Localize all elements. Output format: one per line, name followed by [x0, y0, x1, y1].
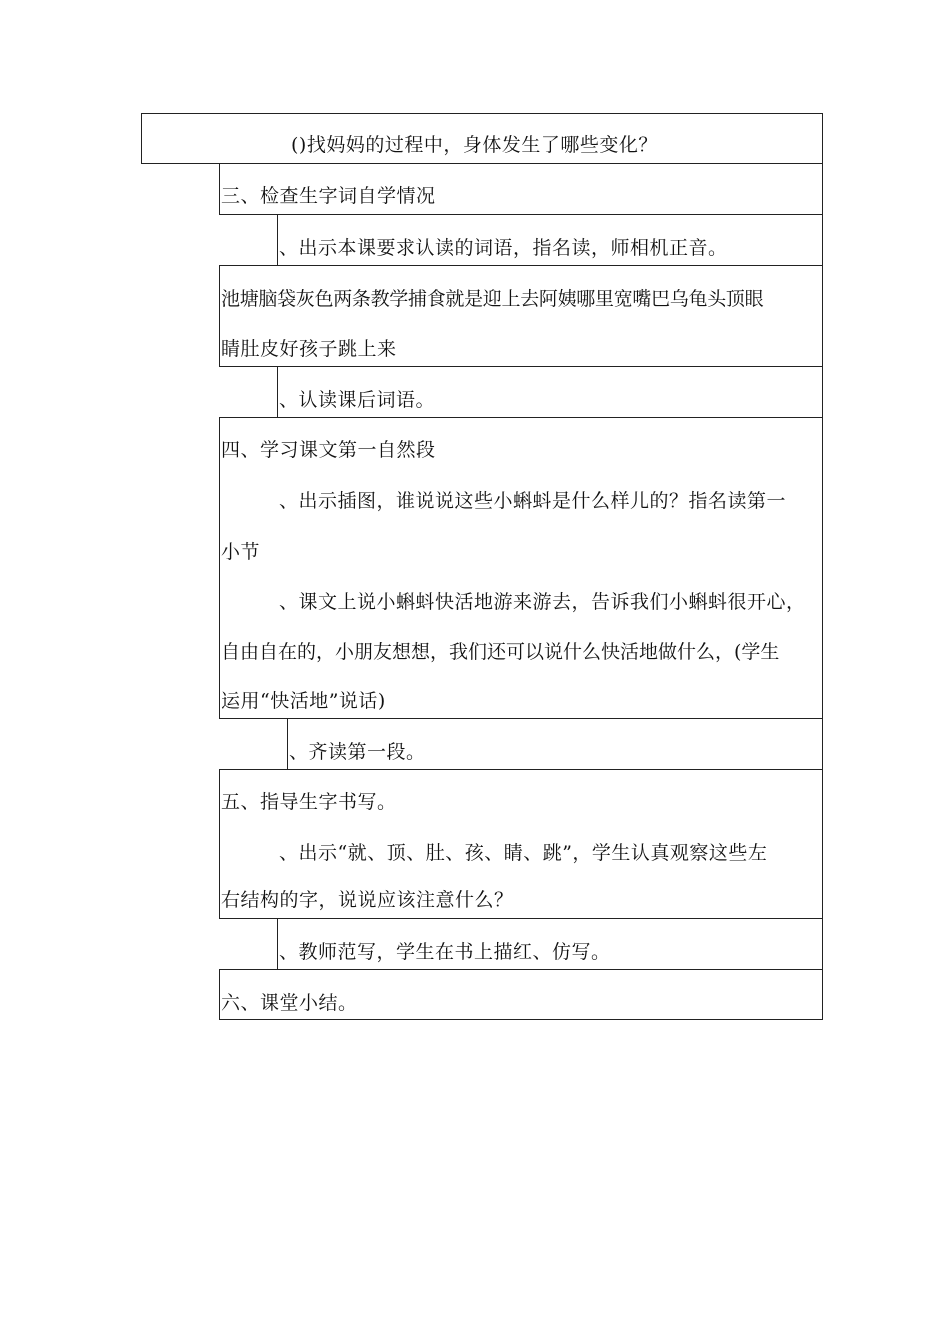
item-show-picture-line-1: 、出示插图，谁说说这些小蝌蚪是什么样儿的？指名读第一 [279, 490, 787, 512]
item-show-chars-line-2: 右结构的字，说说应该注意什么？ [221, 889, 514, 911]
item-show-picture-line-2: 小节 [221, 541, 261, 563]
item-happy-line-3: 运用“快活地”说话) [221, 690, 386, 712]
item-show-chars-line-1: 、出示“就、顶、肚、孩、睛、跳”，学生认真观察这些左 [279, 842, 768, 864]
section-three-heading: 三、检查生字词自学情况 [221, 185, 436, 207]
item-happy-line-2: 自由自在的，小朋友想想，我们还可以说什么快活地做什么，(学生 [221, 641, 780, 663]
item-happy-line-1: 、课文上说小蝌蚪快活地游来游去，告诉我们小蝌蚪很开心， [279, 591, 806, 613]
table-cell-section-four [219, 417, 823, 719]
section-four-heading: 四、学习课文第一自然段 [221, 439, 436, 461]
item-read-words: 、认读课后词语。 [279, 389, 436, 411]
word-list-line-2: 睛肚皮好孩子跳上来 [221, 338, 397, 360]
item-read-para: 、齐读第一段。 [289, 741, 426, 763]
item-show-words: 、出示本课要求认读的词语，指名读，师相机正音。 [279, 237, 728, 259]
word-list-line-1: 池塘脑袋灰色两条教学捕食就是迎上去阿姨哪里宽嘴巴乌龟头顶眼 [221, 288, 764, 310]
item-demo-write: 、教师范写，学生在书上描红、仿写。 [279, 941, 611, 963]
question-line: ()找妈妈的过程中，身体发生了哪些变化？ [291, 134, 658, 156]
section-six-heading: 六、课堂小结。 [221, 992, 358, 1014]
section-five-heading: 五、指导生字书写。 [221, 791, 397, 813]
